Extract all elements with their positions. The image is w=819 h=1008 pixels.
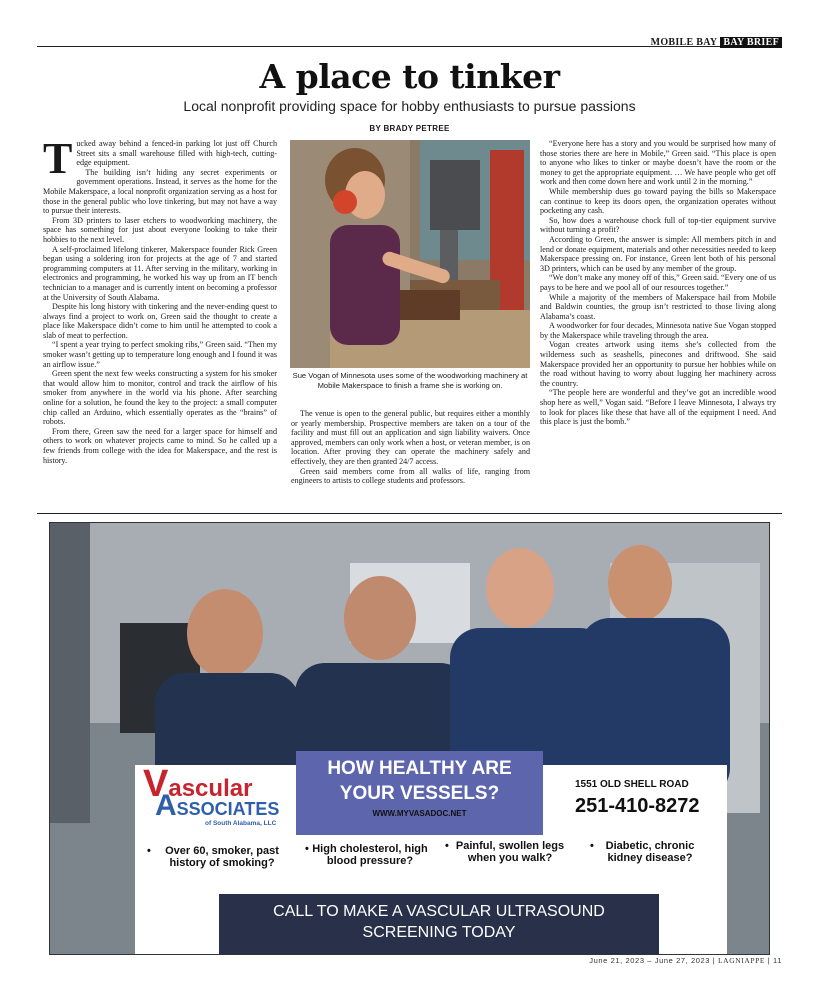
headline: A place to tinker [259,57,560,96]
paragraph: The building isn’t hiding any secret experiments or government operations. Instead, it serves as the home for the Mobile Makerspace, a local nonprofit organization serving as a host for those in the general public who love tinkering, but may not have a way to pursue their interests. [43,167,277,216]
photo-caption: Sue Vogan of Minnesota uses some of the woodworking machinery at Mobile Makerspace to finish a frame she is working on. [292,371,528,390]
paragraph: “I spent a year trying to perfect smoking ribs,” Green said. “Then my smoker wasn’t getting up to temperature long enough and I found it was an airflow issue.” [43,340,277,369]
ad-headline-line1: HOW HEALTHY ARE [327,758,512,779]
paragraph: Green spent the next few weeks constructing a system for his smoker that would allow him to monitor, control and track the airflow of his smoker from anywhere in the world via his phone. After searching online for a solution, he found the key to the project: a small computer chip called an Arduino, which essentially operates as the “brains” of robots. [43,369,277,427]
logo-line1: ascular [168,775,253,802]
logo-line2: SSOCIATES [176,799,280,819]
paragraph: Despite his long history with tinkering and the never-ending quest to always find a project to work on, Green said the thought to create a place like Makerspace didn’t come to him until he attempted to cook a slab of meat to perfection. [43,302,277,340]
ad-bullet: • Over 60, smoker, past history of smoking? [147,845,279,869]
footer-page-number: 11 [773,956,782,965]
ad-url: WWW.MYVASADOC.NET [372,809,467,818]
ad-headline-box [296,751,543,835]
paragraph: The venue is open to the general public, but requires either a monthly or yearly membership. Prospective members are taken on a tour of the facility and must fill out an application and sign liability waivers. Once approved, members can only work when a host, or veteran member, is on location. After proving they can operate the machinery safely and effectively, they are then granted 24/7 access. [291,409,530,466]
ad-bullet: • High cholesterol, high blood pressure? [305,843,428,867]
paragraph: From there, Green saw the need for a larger space for himself and others to work on whatever projects came to mind. So he called up a few friends from college with the idea for Makerspace, and the rest is history. [43,426,277,465]
logo-sub: of South Alabama, LLC [205,820,277,827]
paragraph: So, how does a warehouse chock full of top-tier equipment survive without turning a profit? [540,215,776,235]
ad-cta-line1: CALL TO MAKE A VASCULAR ULTRASOUND [273,903,605,920]
paragraph: “The people here are wonderful and they’ve got an incredible wood shop here as well,” Vogan said. “Before I leave Minnesota, I always try to look for places like these that have all of the equipment I need. And this place is just the bomb.” [540,388,776,427]
ad-cta-box [219,894,659,954]
paragraph: A woodworker for four decades, Minnesota native Sue Vogan stopped by the Makerspace while traveling through the area. [540,321,776,340]
article-column-2 [291,409,530,486]
logo-a: A [155,789,177,822]
ad-cta-line2: SCREENING TODAY [362,924,516,941]
section-left: MOBILE BAY [650,37,718,48]
section-kicker [651,37,782,48]
paragraph: While membership dues go toward paying the bills so Makerspace can continue to keep its doors open, the organization operates without pocketing any cash. [540,186,776,216]
ad-bullet: • Diabetic, chronic kidney disease? [590,840,695,864]
workshop-photo [290,140,530,368]
section-right: BAY BRIEF [720,37,782,48]
footer-dates: June 21, 2023 – June 27, 2023 [589,956,711,965]
ad-address: 1551 OLD SHELL ROAD [575,779,689,790]
ad-bullet: • Painful, swollen legs when you walk? [445,840,565,864]
article-column-3 [540,139,776,427]
paragraph: Vogan creates artwork using items she’s collected from the wilderness such as seashells, pinecones and driftwood. She said Makerspace provided her an opportunity to pursue her hobbies while on the road without having to worry about lugging her machinery across the country. [540,340,776,388]
divider [37,513,782,514]
byline: BY BRADY PETREE [369,124,450,133]
paragraph: Green said members come from all walks of life, ranging from engineers to artists to college students and professors. [291,466,530,486]
paragraph: A self-proclaimed lifelong tinkerer, Makerspace founder Rick Green began using a soldering iron for projects at the age of 7 and started programming computers at 11. After serving in the military, working in electronics and programming, he worked his way up from an IT bench technician to a manager and is currently intent on becoming a professor at the University of South Alabama. [43,244,277,302]
logo-v: V [143,763,169,805]
paragraph: “Everyone here has a story and you would be surprised how many of those stories there are here in Mobile,” Green said. “This place is open to anyone who likes to tinker or maybe doesn’t have the room or the money to get the appropriate equipment. … We have people who get off work and then come down here and work until 2 in the morning.” [540,139,776,187]
workshop-photo-illustration [290,140,530,368]
footer-publication: LAGNIAPPE [718,956,766,965]
ad-bullets [145,840,725,893]
ad-phone: 251-410-8272 [575,795,700,817]
ad-headline-line2: YOUR VESSELS? [339,783,500,804]
dropcap: T [43,134,73,183]
vascular-associates-ad [49,522,770,955]
paragraph: ucked away behind a fenced-in parking lot just off Church Street sits a small warehouse filled with high-tech, cutting-edge equipment. [76,139,277,168]
dek: Local nonprofit providing space for hobby enthusiasts to pursue passions [183,98,636,114]
paragraph: From 3D printers to laser etchers to woodworking machinery, the space has something for just about everyone looking to take their hobbies to the next level. [43,215,277,244]
ad-logo [143,763,293,829]
article-column-1 [43,134,277,465]
page-footer: June 21, 2023 – June 27, 2023 | LAGNIAPPE | 11 [589,956,782,965]
paragraph: According to Green, the answer is simple: All members pitch in and lend or donate equipment, materials and other necessities needed to keep Makerspace pressing on. For instance, Green lent both of his personal 3D printers, which can be used by any member of the group. [540,234,776,273]
paragraph: While a majority of the members of Makerspace hail from Mobile and Baldwin counties, the group isn’t restricted to those living along Alabama’s coast. [540,292,776,321]
paragraph: “We don’t make any money off of this,” Green said. “Every one of us pays to be here and we pool all of our resources together.” [540,273,776,292]
